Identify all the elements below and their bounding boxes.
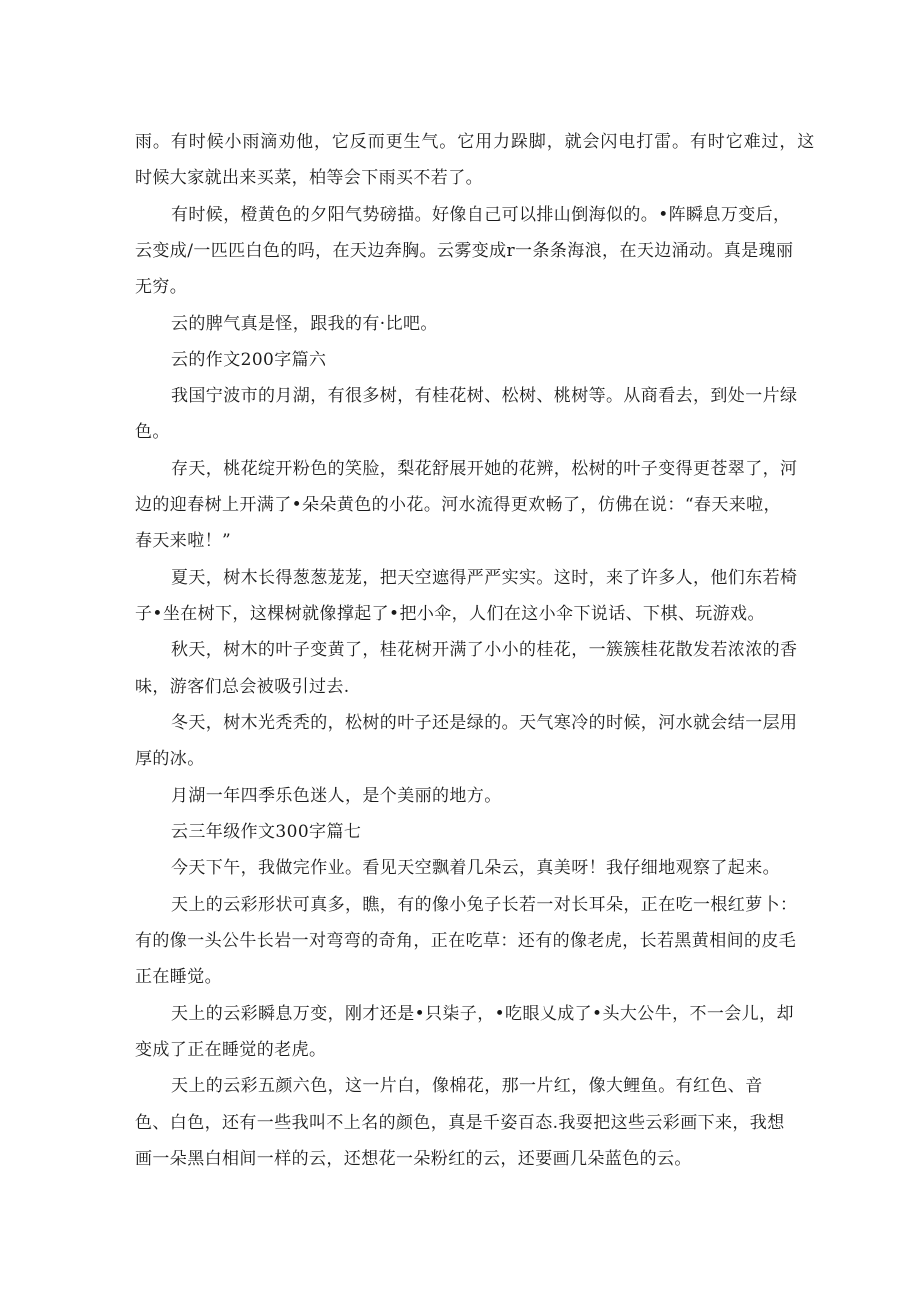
text-line: 夏天，树木长得葱葱茏茏，把天空遮得严严实实。这时，来了许多人，他们东若椅	[171, 568, 798, 588]
section-heading: 云的作文200字篇六	[171, 350, 327, 370]
text-line: 色。	[135, 422, 170, 442]
text-line: 色、白色，还有一些我叫不上名的颜色，真是千姿百态.我耍把这些云彩画下来，我想	[135, 1113, 785, 1133]
text-line: 天上的云彩五颜六色，这一片白，像棉花，那一片红，像大鲤鱼。有红色、音	[171, 1076, 763, 1096]
text-line: 边的迎春树上开满了•朵朵黄色的小花。河水流得更欢畅了，仿佛在说：“春天来啦，	[135, 495, 781, 515]
text-line: 无穷。	[135, 277, 188, 297]
text-line: 雨。有时候小雨滴劝他，它反而更生气。它用力跺脚，就会闪电打雷。有时它难过，这	[135, 132, 816, 152]
text-line: 秋天，树木的叶子变黄了，桂花树开满了小小的桂花，一簇簇桂花散发若浓浓的香	[171, 640, 798, 660]
text-line: 味，游客们总会被吸引过去.	[135, 677, 350, 697]
section-heading: 云三年级作文300字篇七	[171, 822, 362, 842]
text-line: 画一朵黑白相间一样的云，还想花一朵粉红的云，还要画几朵蓝色的云。	[135, 1149, 692, 1169]
text-line: 有时候，橙黄色的夕阳气势磅描。好像自己可以排山倒海似的。•阵瞬息万变后，	[171, 205, 791, 225]
text-line: 春天来啦！”	[135, 531, 232, 551]
text-line: 我国宁波市的月湖，有很多树，有桂花树、松树、桃树等。从商看去，到处一片绿	[171, 386, 798, 406]
text-line: 天上的云彩瞬息万变，刚才还是•只柒子，•吃眼乂成了•头大公牛，不一会儿，却	[171, 1004, 794, 1024]
text-line: 厚的冰。	[135, 749, 205, 769]
text-line: 冬天，树木光秃秃的，松树的叶子还是绿的。天气寒冷的时候，河水就会结一层用	[171, 713, 798, 733]
text-line: 变成了正在睡觉的老虎。	[135, 1040, 327, 1060]
text-line: 天上的云彩形状可真多，瞧，有的像小兔子长若一对长耳朵，正在吃一根红萝卜：	[171, 895, 798, 915]
text-line: 有的像一头公牛长岩一对弯弯的奇角，正在吃草：还有的像老虎，长若黑黄相间的皮毛	[135, 931, 797, 951]
text-line: 今天下午，我做完作业。看见天空飘着几朵云，真美呀！我仔细地观察了起来。	[171, 858, 780, 878]
text-line: 正在睡觉。	[135, 967, 222, 987]
text-line: 时候大家就出来买菜，柏等会下雨买不若了。	[135, 168, 483, 188]
text-line: 月湖一年四季乐色迷人，是个美丽的地方。	[171, 786, 502, 806]
text-line: 子•坐在树下，这棵树就像撑起了•把小伞，人们在这小伞下说话、下棋、玩游戏。	[135, 604, 765, 624]
text-line: 云的脾气真是怪，跟我的有·比吧。	[171, 314, 438, 334]
text-line: 云变成/一匹匹白色的吗，在天边奔胸。云雾变成r一条条海浪，在天边涌动。真是瑰丽	[135, 241, 794, 261]
text-line: 存天，桃花绽开粉色的笑脸，梨花舒展开她的花辨，松树的叶子变得更苍翠了，河	[171, 459, 798, 479]
